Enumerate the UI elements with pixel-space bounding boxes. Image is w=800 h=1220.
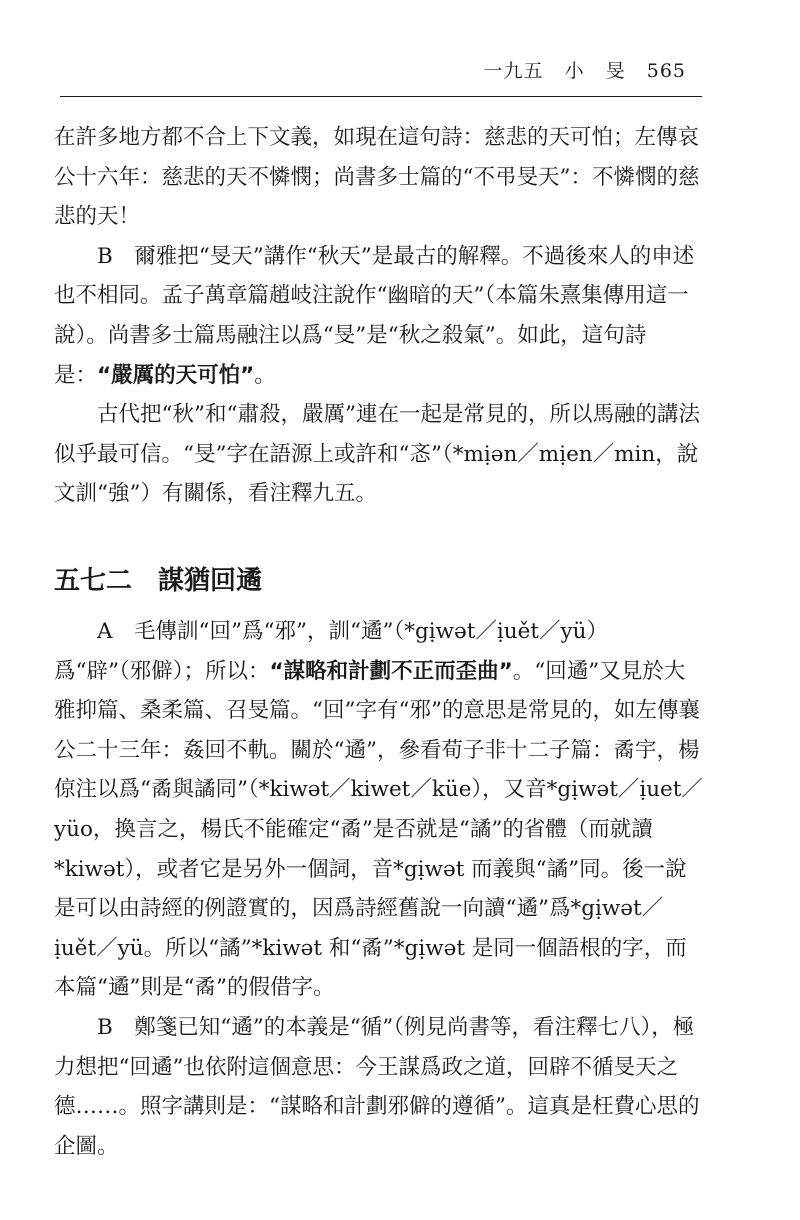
paragraph: 在許多地方都不合上下文義，如現在這句詩：慈悲的天可怕；左傳哀公十六年：慈悲的天不憐憫；尚書多士篇的“不弔旻天”：不憐憫的慈悲的天！: [54, 125, 700, 230]
bold-translation: “嚴厲的天可怕”: [97, 362, 255, 388]
paragraph: 古代把“秋”和“肅殺，嚴厲”連在一起是常見的，所以馬融的講法似乎最可信。“旻”字在語源上或許和“忞”（*mịən／mịen／min，說文訓“強”）有關係，看注釋九五。: [54, 402, 700, 507]
section-title: 謀猶回遹: [158, 566, 263, 596]
chapter-number: 一九五: [483, 60, 544, 82]
section-number: 五七二: [54, 566, 133, 596]
paragraph-text: A 毛傳訓“回”爲“邪”，訓“遹”（*gịwət／ịuět／yü）爲“辟”（邪僻）；所以：: [54, 619, 608, 684]
paragraph-text: 。“回遹”又見於大雅抑篇、桑柔篇、召旻篇。“回”字有“邪”的意思是常見的，如左傳襄公二十三年：姦回不軌。關於“遹”，參看荀子非十二子篇：矞宇，楊倞注以爲“矞與譎同”（*kiwət／kiwet／küe），又音*gịwət／ịuet／yüo，換言之，楊氏不能確定“矞”是否就是“譎”的省體（而就讀*kiwət），或者它是另外一個詞，音*gịwət 而義與“譎”同。後一說是可以由詩經的例證實的，因爲詩經舊說一向讀“遹”爲*gịwət／ịuět／yü。所以“譎”*kiwət 和“矞”*gịwət 是同一個語根的字，而本篇“遹”則是“矞”的假借字。: [54, 658, 703, 1001]
bold-translation: “謀略和計劃不正而歪曲”: [269, 658, 513, 684]
paragraph-text: B 爾雅把“旻天”講作“秋天”是最古的解釋。不過後來人的申述也不相同。孟子萬章篇趙岐注說作“幽暗的天”（本篇朱熹集傳用這一說）。尚書多士篇馬融注以爲“旻”是“秋之殺氣”。如此，這句詩是：: [54, 243, 695, 388]
poem-name: 旻: [605, 60, 626, 82]
paragraph: [54, 237, 704, 395]
section-body: [54, 612, 704, 1166]
section-heading: [54, 560, 262, 597]
previous-note-continuation: [54, 118, 704, 514]
paragraph: B 鄭箋已知“遹”的本義是“循”（例見尚書等，看注釋七八），極力想把“回遹”也依附這個意思：今王謀爲政之道，回辟不循旻天之德……。照字講則是：“謀略和計劃邪僻的遵循”。這真是枉費心思的企圖。: [54, 1014, 700, 1159]
paragraph-text: 。: [254, 362, 276, 388]
header-rule: [60, 96, 702, 97]
book-name: 小: [564, 60, 585, 82]
page-number: 565: [646, 60, 686, 82]
running-head: [484, 56, 686, 83]
paragraph: [54, 612, 704, 1008]
